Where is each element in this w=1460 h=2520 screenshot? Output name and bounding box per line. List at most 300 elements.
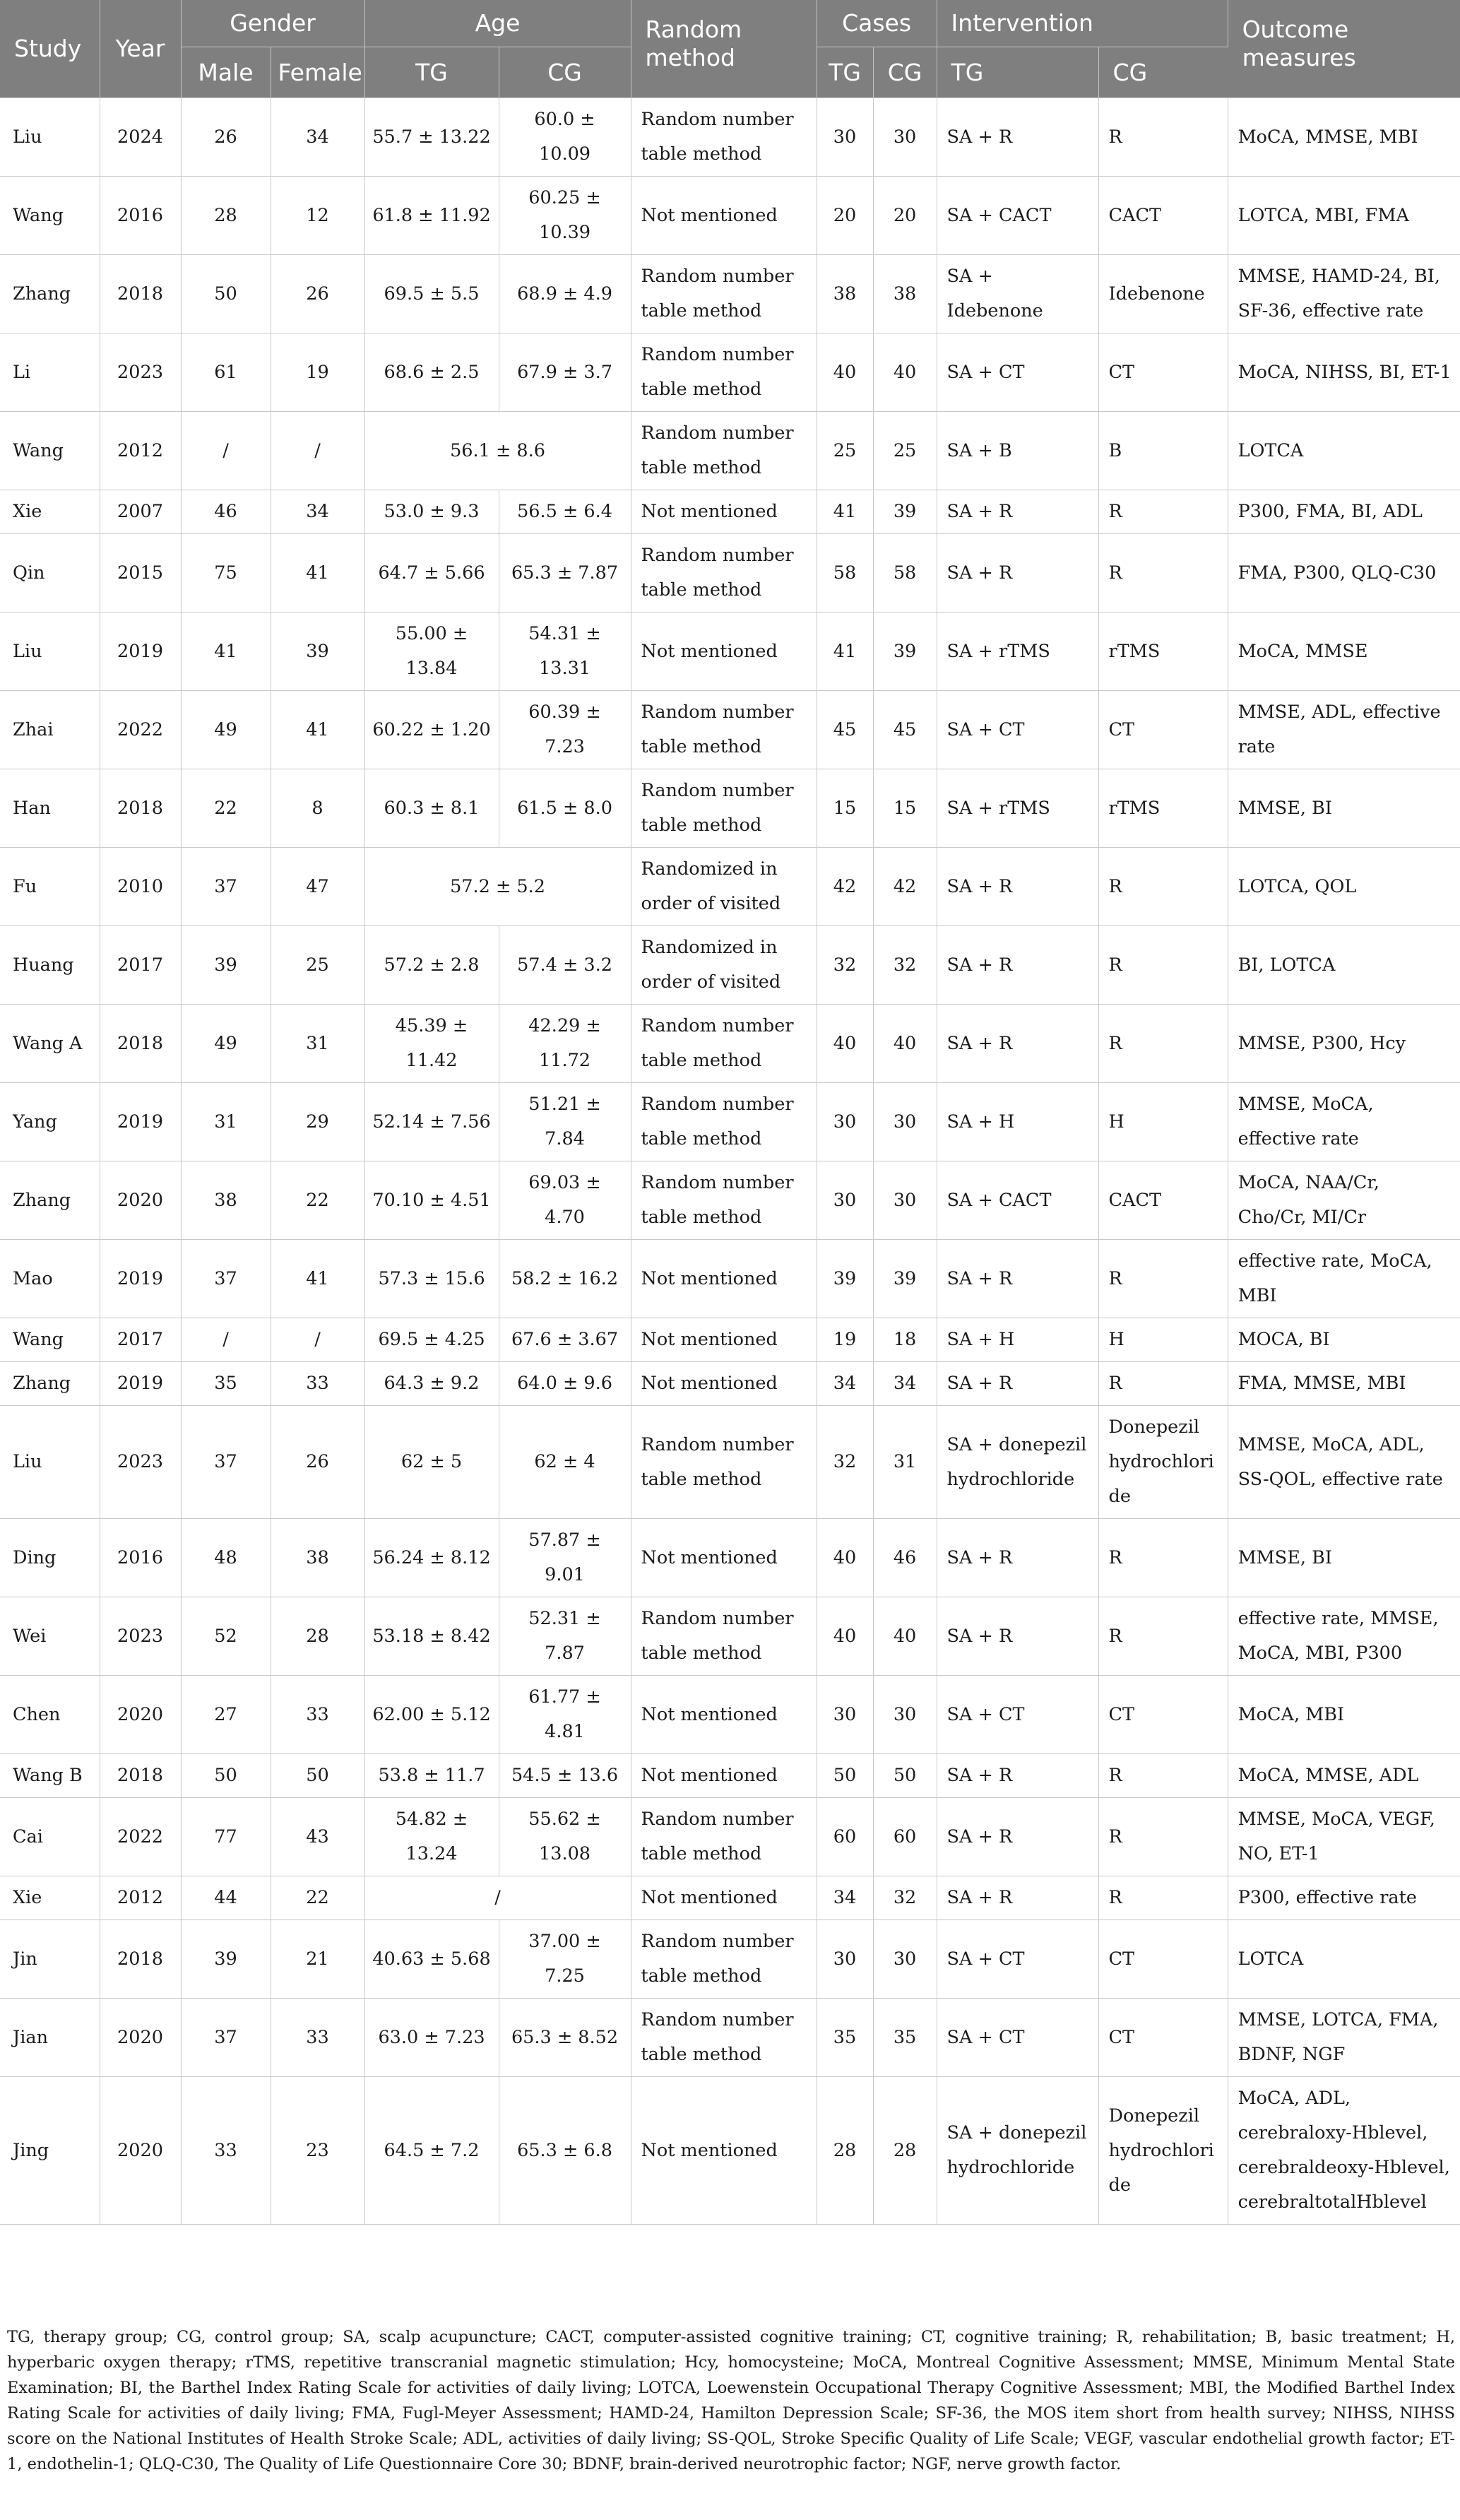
outcome-measures-cell: MMSE, BI [1228, 769, 1460, 848]
intervention-tg-cell: SA + R [937, 1754, 1098, 1798]
cases-cg-cell: 39 [873, 613, 937, 691]
cases-cg-cell: 30 [873, 1676, 937, 1754]
female-cell: 50 [271, 1754, 364, 1798]
study-cell: Wang [0, 1318, 100, 1362]
cases-cg-cell: 34 [873, 1362, 937, 1406]
cases-tg-cell: 30 [817, 1083, 873, 1161]
intervention-cg-cell: R [1098, 98, 1228, 177]
cases-tg-cell: 19 [817, 1318, 873, 1362]
female-cell: 33 [271, 1362, 364, 1406]
age-cg-cell: 42.29 ± 11.72 [499, 1005, 631, 1083]
table-row [0, 534, 1460, 613]
age-cg-cell: 55.62 ± 13.08 [499, 1798, 631, 1876]
intervention-cg-cell: Idebenone [1098, 255, 1228, 333]
study-cell: Xie [0, 490, 100, 534]
female-cell: 43 [271, 1798, 364, 1876]
intervention-cg-cell: R [1098, 1876, 1228, 1920]
table-row [0, 1362, 1460, 1406]
study-cell: Wei [0, 1597, 100, 1676]
age-cg-cell: 67.6 ± 3.67 [499, 1318, 631, 1362]
table-row [0, 490, 1460, 534]
cases-tg-cell: 40 [817, 1005, 873, 1083]
outcome-measures-cell: LOTCA, QOL [1228, 848, 1460, 926]
random-method-cell: Randomized in order of visited [631, 926, 817, 1005]
year-cell: 2015 [100, 534, 181, 613]
female-cell: 41 [271, 691, 364, 769]
cases-cg-cell: 30 [873, 1920, 937, 1999]
study-cell: Jin [0, 1920, 100, 1999]
random-method-cell: Random number table method [631, 534, 817, 613]
year-cell: 2020 [100, 1161, 181, 1240]
random-method-cell: Random number table method [631, 333, 817, 412]
cases-tg-cell: 34 [817, 1876, 873, 1920]
male-cell: 37 [181, 1999, 271, 2077]
intervention-tg-cell: SA + R [937, 534, 1098, 613]
intervention-tg-cell: SA + R [937, 1240, 1098, 1318]
age-tg-cell: 45.39 ± 11.42 [364, 1005, 499, 1083]
random-method-cell: Random number table method [631, 255, 817, 333]
intervention-cg-cell: CT [1098, 333, 1228, 412]
age-tg-cell: 53.8 ± 11.7 [364, 1754, 499, 1798]
cases-cg-cell: 40 [873, 1597, 937, 1676]
random-method-cell: Not mentioned [631, 1754, 817, 1798]
year-cell: 2017 [100, 1318, 181, 1362]
year-cell: 2022 [100, 691, 181, 769]
intervention-tg-cell: SA + R [937, 98, 1098, 177]
year-cell: 2018 [100, 1005, 181, 1083]
cases-cg-cell: 32 [873, 926, 937, 1005]
intervention-cg-cell: CT [1098, 691, 1228, 769]
intervention-cg-cell: R [1098, 1597, 1228, 1676]
header-cases: Cases [817, 0, 937, 47]
intervention-cg-cell: R [1098, 1798, 1228, 1876]
age-tg-cell: 69.5 ± 5.5 [364, 255, 499, 333]
age-tg-cell: 57.2 ± 2.8 [364, 926, 499, 1005]
header-male: Male [181, 47, 271, 98]
outcome-measures-cell: MoCA, MMSE, ADL [1228, 1754, 1460, 1798]
cases-tg-cell: 58 [817, 534, 873, 613]
male-cell: 39 [181, 926, 271, 1005]
study-cell: Yang [0, 1083, 100, 1161]
year-cell: 2019 [100, 1362, 181, 1406]
outcome-measures-cell: MMSE, LOTCA, FMA, BDNF, NGF [1228, 1999, 1460, 2077]
outcome-measures-cell: FMA, MMSE, MBI [1228, 1362, 1460, 1406]
header-intervention: Intervention [937, 0, 1228, 47]
year-cell: 2022 [100, 1798, 181, 1876]
female-cell: 25 [271, 926, 364, 1005]
cases-tg-cell: 45 [817, 691, 873, 769]
outcome-measures-cell: FMA, P300, QLQ-C30 [1228, 534, 1460, 613]
cases-tg-cell: 25 [817, 412, 873, 490]
outcome-measures-cell: MMSE, MoCA, effective rate [1228, 1083, 1460, 1161]
male-cell: 77 [181, 1798, 271, 1876]
cases-tg-cell: 15 [817, 769, 873, 848]
age-tg-cell: 55.7 ± 13.22 [364, 98, 499, 177]
age-tg-cell: 55.00 ± 13.84 [364, 613, 499, 691]
year-cell: 2018 [100, 769, 181, 848]
table-body [0, 98, 1460, 2225]
intervention-tg-cell: SA + R [937, 848, 1098, 926]
female-cell: 8 [271, 769, 364, 848]
table-row [0, 333, 1460, 412]
age-cg-cell: 57.4 ± 3.2 [499, 926, 631, 1005]
header-age-tg: TG [364, 47, 499, 98]
table-row [0, 1240, 1460, 1318]
cases-cg-cell: 30 [873, 98, 937, 177]
header-cases-tg: TG [817, 47, 873, 98]
age-tg-cell: 40.63 ± 5.68 [364, 1920, 499, 1999]
cases-cg-cell: 39 [873, 490, 937, 534]
cases-tg-cell: 38 [817, 255, 873, 333]
age-cell: / [364, 1876, 631, 1920]
random-method-cell: Randomized in order of visited [631, 848, 817, 926]
age-tg-cell: 68.6 ± 2.5 [364, 333, 499, 412]
intervention-tg-cell: SA + R [937, 490, 1098, 534]
random-method-cell: Random number table method [631, 1406, 817, 1519]
female-cell: 26 [271, 1406, 364, 1519]
male-cell: 22 [181, 769, 271, 848]
male-cell: 61 [181, 333, 271, 412]
year-cell: 2012 [100, 1876, 181, 1920]
age-cg-cell: 65.3 ± 6.8 [499, 2077, 631, 2225]
table-row [0, 412, 1460, 490]
study-cell: Ding [0, 1519, 100, 1597]
year-cell: 2018 [100, 255, 181, 333]
male-cell: 39 [181, 1920, 271, 1999]
table-row [0, 1999, 1460, 2077]
study-cell: Liu [0, 98, 100, 177]
age-tg-cell: 64.3 ± 9.2 [364, 1362, 499, 1406]
cases-tg-cell: 32 [817, 926, 873, 1005]
intervention-cg-cell: R [1098, 490, 1228, 534]
year-cell: 2020 [100, 1999, 181, 2077]
table-row [0, 2077, 1460, 2225]
female-cell: 19 [271, 333, 364, 412]
intervention-tg-cell: SA + R [937, 926, 1098, 1005]
random-method-cell: Not mentioned [631, 2077, 817, 2225]
intervention-cg-cell: R [1098, 848, 1228, 926]
year-cell: 2024 [100, 98, 181, 177]
outcome-measures-cell: MMSE, ADL, effective rate [1228, 691, 1460, 769]
male-cell: 33 [181, 2077, 271, 2225]
header-age: Age [364, 0, 631, 47]
outcome-measures-cell: LOTCA [1228, 412, 1460, 490]
random-method-cell: Random number table method [631, 98, 817, 177]
header-gender: Gender [181, 0, 364, 47]
table-row [0, 1876, 1460, 1920]
age-cg-cell: 60.39 ± 7.23 [499, 691, 631, 769]
table-row [0, 1676, 1460, 1754]
outcome-measures-cell: BI, LOTCA [1228, 926, 1460, 1005]
random-method-cell: Random number table method [631, 769, 817, 848]
female-cell: 26 [271, 255, 364, 333]
table-row [0, 1005, 1460, 1083]
table-row [0, 255, 1460, 333]
age-tg-cell: 53.0 ± 9.3 [364, 490, 499, 534]
random-method-cell: Random number table method [631, 412, 817, 490]
table-row [0, 1318, 1460, 1362]
outcome-measures-cell: MoCA, MMSE, MBI [1228, 98, 1460, 177]
male-cell: 49 [181, 691, 271, 769]
study-cell: Han [0, 769, 100, 848]
intervention-cg-cell: R [1098, 926, 1228, 1005]
intervention-tg-cell: SA + CT [937, 1920, 1098, 1999]
intervention-tg-cell: SA + CT [937, 333, 1098, 412]
table-row [0, 1798, 1460, 1876]
female-cell: 29 [271, 1083, 364, 1161]
table-row [0, 691, 1460, 769]
year-cell: 2012 [100, 412, 181, 490]
female-cell: 12 [271, 177, 364, 255]
study-cell: Zhang [0, 1362, 100, 1406]
intervention-cg-cell: R [1098, 534, 1228, 613]
header-intervention-cg: CG [1098, 47, 1228, 98]
cases-cg-cell: 20 [873, 177, 937, 255]
intervention-tg-cell: SA + rTMS [937, 769, 1098, 848]
female-cell: 47 [271, 848, 364, 926]
year-cell: 2007 [100, 490, 181, 534]
table-row [0, 1597, 1460, 1676]
table-row [0, 177, 1460, 255]
cases-cg-cell: 31 [873, 1406, 937, 1519]
cases-tg-cell: 30 [817, 1920, 873, 1999]
female-cell: / [271, 1318, 364, 1362]
male-cell: 37 [181, 848, 271, 926]
cases-tg-cell: 20 [817, 177, 873, 255]
age-tg-cell: 63.0 ± 7.23 [364, 1999, 499, 2077]
random-method-cell: Not mentioned [631, 1318, 817, 1362]
male-cell: 46 [181, 490, 271, 534]
cases-tg-cell: 42 [817, 848, 873, 926]
outcome-measures-cell: LOTCA [1228, 1920, 1460, 1999]
cases-cg-cell: 28 [873, 2077, 937, 2225]
header-random-method: Random method [631, 0, 817, 98]
male-cell: 44 [181, 1876, 271, 1920]
study-cell: Jian [0, 1999, 100, 2077]
male-cell: 37 [181, 1406, 271, 1519]
random-method-cell: Random number table method [631, 1083, 817, 1161]
study-cell: Chen [0, 1676, 100, 1754]
outcome-measures-cell: MoCA, MBI [1228, 1676, 1460, 1754]
male-cell: 35 [181, 1362, 271, 1406]
intervention-tg-cell: SA + R [937, 1876, 1098, 1920]
random-method-cell: Not mentioned [631, 1240, 817, 1318]
table-footnote: TG, therapy group; CG, control group; SA, scalp acupuncture; CACT, computer-assisted cognitive training; CT, cognitive training; R, rehabilitation; B, basic treatment; H, hyperbaric oxygen therapy; rTMS, repetitive transcranial magnetic stimulation; Hcy, homocysteine; MoCA, Montreal Cognitive Assessment; MMSE, Minimum Mental State Examination; BI, the Barthel Index Rating Scale for activities of daily living; LOTCA, Loewenstein Occupational Therapy Cognitive Assessment; MBI, the Modified Barthel Index Rating Scale for activities of daily living; FMA, Fugl-Meyer Assessment; HAMD-24, Hamilton Depression Scale; SF-36, the MOS item short from health survey; NIHSS, NIHSS score on the National Institutes of Health Stroke Scale; ADL, activities of daily living; SS-QOL, Stroke Specific Quality of Life Scale; VEGF, vascular endothelial growth factor; ET-1, endothelin-1; QLQ-C30, The Quality of Life Questionnaire Core 30; BDNF, brain-derived neurotrophic factor; NGF, nerve growth factor. [7, 2328, 1455, 2473]
outcome-measures-cell: MOCA, BI [1228, 1318, 1460, 1362]
cases-tg-cell: 39 [817, 1240, 873, 1318]
age-cg-cell: 57.87 ± 9.01 [499, 1519, 631, 1597]
random-method-cell: Not mentioned [631, 1362, 817, 1406]
cases-cg-cell: 38 [873, 255, 937, 333]
outcome-measures-cell: MMSE, MoCA, VEGF, NO, ET-1 [1228, 1798, 1460, 1876]
cases-cg-cell: 58 [873, 534, 937, 613]
intervention-cg-cell: CT [1098, 1676, 1228, 1754]
study-cell: Mao [0, 1240, 100, 1318]
female-cell: 34 [271, 490, 364, 534]
male-cell: 49 [181, 1005, 271, 1083]
male-cell: 26 [181, 98, 271, 177]
intervention-tg-cell: SA + R [937, 1798, 1098, 1876]
outcome-measures-cell: MoCA, NAA/Cr, Cho/Cr, MI/Cr [1228, 1161, 1460, 1240]
random-method-cell: Not mentioned [631, 1876, 817, 1920]
intervention-tg-cell: SA + CACT [937, 1161, 1098, 1240]
age-cg-cell: 60.0 ± 10.09 [499, 98, 631, 177]
random-method-cell: Not mentioned [631, 490, 817, 534]
age-cg-cell: 65.3 ± 8.52 [499, 1999, 631, 2077]
male-cell: 31 [181, 1083, 271, 1161]
age-cg-cell: 51.21 ± 7.84 [499, 1083, 631, 1161]
outcome-measures-cell: MMSE, P300, Hcy [1228, 1005, 1460, 1083]
age-tg-cell: 52.14 ± 7.56 [364, 1083, 499, 1161]
female-cell: 38 [271, 1519, 364, 1597]
intervention-cg-cell: CT [1098, 1999, 1228, 2077]
female-cell: 34 [271, 98, 364, 177]
male-cell: 50 [181, 1754, 271, 1798]
cases-cg-cell: 39 [873, 1240, 937, 1318]
male-cell: 41 [181, 613, 271, 691]
intervention-cg-cell: R [1098, 1519, 1228, 1597]
age-cg-cell: 54.5 ± 13.6 [499, 1754, 631, 1798]
age-cg-cell: 69.03 ± 4.70 [499, 1161, 631, 1240]
study-cell: Jing [0, 2077, 100, 2225]
cases-tg-cell: 40 [817, 1519, 873, 1597]
male-cell: 27 [181, 1676, 271, 1754]
cases-tg-cell: 34 [817, 1362, 873, 1406]
intervention-cg-cell: CT [1098, 1920, 1228, 1999]
age-tg-cell: 70.10 ± 4.51 [364, 1161, 499, 1240]
cases-cg-cell: 30 [873, 1083, 937, 1161]
male-cell: 38 [181, 1161, 271, 1240]
table-row [0, 1754, 1460, 1798]
outcome-measures-cell: P300, FMA, BI, ADL [1228, 490, 1460, 534]
male-cell: 52 [181, 1597, 271, 1676]
year-cell: 2016 [100, 177, 181, 255]
header-outcome-measures: Outcome measures [1228, 0, 1460, 98]
male-cell: / [181, 1318, 271, 1362]
age-cg-cell: 60.25 ± 10.39 [499, 177, 631, 255]
intervention-cg-cell: Donepezil hydrochloride [1098, 2077, 1228, 2225]
header-study: Study [0, 0, 100, 98]
female-cell: 22 [271, 1161, 364, 1240]
intervention-tg-cell: SA + Idebenone [937, 255, 1098, 333]
age-cg-cell: 61.5 ± 8.0 [499, 769, 631, 848]
study-cell: Qin [0, 534, 100, 613]
random-method-cell: Not mentioned [631, 613, 817, 691]
table-row [0, 98, 1460, 177]
intervention-tg-cell: SA + B [937, 412, 1098, 490]
cases-cg-cell: 40 [873, 333, 937, 412]
cases-cg-cell: 42 [873, 848, 937, 926]
table-row [0, 1406, 1460, 1519]
random-method-cell: Not mentioned [631, 177, 817, 255]
intervention-cg-cell: rTMS [1098, 613, 1228, 691]
intervention-tg-cell: SA + R [937, 1519, 1098, 1597]
age-cg-cell: 37.00 ± 7.25 [499, 1920, 631, 1999]
intervention-tg-cell: SA + donepezil hydrochloride [937, 2077, 1098, 2225]
year-cell: 2023 [100, 1406, 181, 1519]
table-row [0, 769, 1460, 848]
intervention-tg-cell: SA + R [937, 1597, 1098, 1676]
intervention-cg-cell: R [1098, 1754, 1228, 1798]
cases-tg-cell: 32 [817, 1406, 873, 1519]
cases-tg-cell: 30 [817, 1676, 873, 1754]
outcome-measures-cell: LOTCA, MBI, FMA [1228, 177, 1460, 255]
intervention-cg-cell: B [1098, 412, 1228, 490]
female-cell: 21 [271, 1920, 364, 1999]
female-cell: 23 [271, 2077, 364, 2225]
cases-tg-cell: 60 [817, 1798, 873, 1876]
cases-cg-cell: 60 [873, 1798, 937, 1876]
intervention-cg-cell: Donepezil hydrochloride [1098, 1406, 1228, 1519]
random-method-cell: Random number table method [631, 691, 817, 769]
intervention-tg-cell: SA + rTMS [937, 613, 1098, 691]
age-tg-cell: 53.18 ± 8.42 [364, 1597, 499, 1676]
male-cell: 75 [181, 534, 271, 613]
random-method-cell: Not mentioned [631, 1676, 817, 1754]
study-cell: Liu [0, 613, 100, 691]
female-cell: 33 [271, 1999, 364, 2077]
year-cell: 2023 [100, 333, 181, 412]
table-row [0, 1519, 1460, 1597]
random-method-cell: Random number table method [631, 1161, 817, 1240]
header-year: Year [100, 0, 181, 98]
year-cell: 2023 [100, 1597, 181, 1676]
table-row [0, 848, 1460, 926]
intervention-cg-cell: R [1098, 1240, 1228, 1318]
cases-cg-cell: 40 [873, 1005, 937, 1083]
table-row [0, 1083, 1460, 1161]
age-cg-cell: 62 ± 4 [499, 1406, 631, 1519]
age-cg-cell: 52.31 ± 7.87 [499, 1597, 631, 1676]
header-age-cg: CG [499, 47, 631, 98]
header-intervention-tg: TG [937, 47, 1098, 98]
cases-cg-cell: 35 [873, 1999, 937, 2077]
age-tg-cell: 54.82 ± 13.24 [364, 1798, 499, 1876]
header-cases-cg: CG [873, 47, 937, 98]
age-cg-cell: 54.31 ± 13.31 [499, 613, 631, 691]
year-cell: 2019 [100, 1240, 181, 1318]
intervention-tg-cell: SA + CACT [937, 177, 1098, 255]
cases-tg-cell: 28 [817, 2077, 873, 2225]
year-cell: 2018 [100, 1754, 181, 1798]
study-cell: Liu [0, 1406, 100, 1519]
male-cell: 37 [181, 1240, 271, 1318]
outcome-measures-cell: P300, effective rate [1228, 1876, 1460, 1920]
age-tg-cell: 64.7 ± 5.66 [364, 534, 499, 613]
year-cell: 2020 [100, 2077, 181, 2225]
age-cg-cell: 68.9 ± 4.9 [499, 255, 631, 333]
age-cg-cell: 56.5 ± 6.4 [499, 490, 631, 534]
intervention-cg-cell: CACT [1098, 1161, 1228, 1240]
study-cell: Wang A [0, 1005, 100, 1083]
age-tg-cell: 62 ± 5 [364, 1406, 499, 1519]
male-cell: 48 [181, 1519, 271, 1597]
cases-tg-cell: 30 [817, 1161, 873, 1240]
table-row [0, 1161, 1460, 1240]
female-cell: 28 [271, 1597, 364, 1676]
age-tg-cell: 57.3 ± 15.6 [364, 1240, 499, 1318]
intervention-cg-cell: H [1098, 1083, 1228, 1161]
outcome-measures-cell: MMSE, BI [1228, 1519, 1460, 1597]
year-cell: 2019 [100, 613, 181, 691]
study-cell: Wang [0, 177, 100, 255]
age-cell: 56.1 ± 8.6 [364, 412, 631, 490]
age-cg-cell: 64.0 ± 9.6 [499, 1362, 631, 1406]
table-row [0, 613, 1460, 691]
cases-cg-cell: 18 [873, 1318, 937, 1362]
outcome-measures-cell: effective rate, MoCA, MBI [1228, 1240, 1460, 1318]
table-row [0, 926, 1460, 1005]
